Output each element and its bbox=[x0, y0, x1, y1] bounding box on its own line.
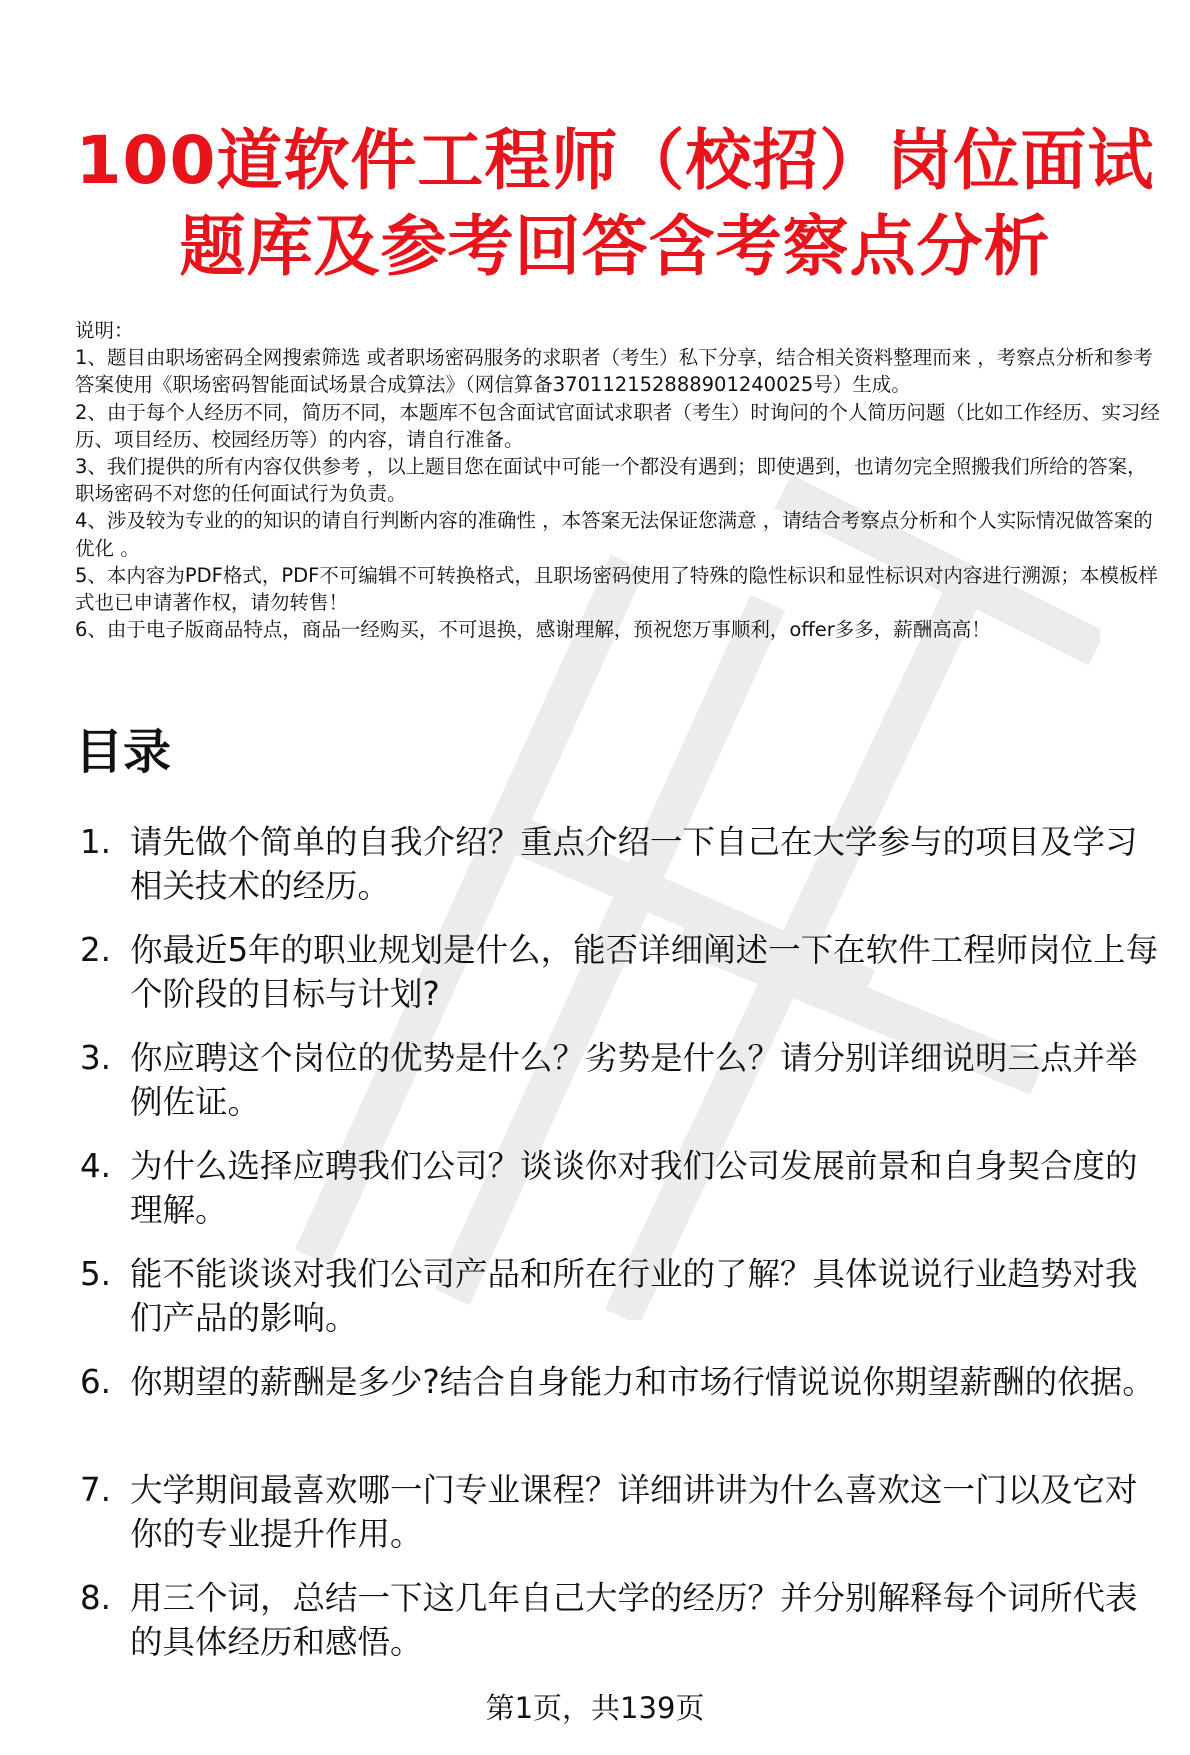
toc-item[interactable] bbox=[75, 1360, 1165, 1448]
toc-item-text: 能不能谈谈对我们公司产品和所在行业的了解？具体说说行业趋势对我们产品的影响。 bbox=[130, 1255, 1138, 1337]
title-line-2: 题库及参考回答含考察点分析 bbox=[179, 208, 1051, 285]
instruction-item: 5、本内容为PDF格式，PDF不可编辑不可转换格式，且职场密码使用了特殊的隐性标识和显性标识对内容进行溯源；本模板样式也已申请著作权，请勿转售！ bbox=[75, 563, 1158, 615]
instruction-item: 4、涉及较为专业的的知识的请自行判断内容的准确性 ，本答案无法保证您满意 ，请结合考察点分析和个人实际情况做答案的优化 。 bbox=[75, 509, 1153, 560]
toc-item-text: 为什么选择应聘我们公司？谈谈你对我们公司发展前景和自身契合度的理解。 bbox=[130, 1147, 1138, 1229]
toc-item-number: 3. bbox=[80, 1039, 112, 1077]
toc-item-number: 5. bbox=[80, 1255, 112, 1293]
toc-item-text: 用三个词，总结一下这几年自己大学的经历？并分别解释每个词所代表的具体经历和感悟。 bbox=[130, 1579, 1138, 1661]
title-line-1: 100道软件工程师（校招）岗位面试 bbox=[75, 122, 1155, 199]
toc-item-text: 请先做个简单的自我介绍？重点介绍一下自己在大学参与的项目及学习相关技术的经历。 bbox=[130, 823, 1138, 905]
instruction-item: 1、题目由职场密码全网搜索筛选 或者职场密码服务的求职者（考生）私下分享，结合相关资料整理而来 ，考察点分析和参考答案使用《职场密码智能面试场景合成算法》（网信算备370112152888901240025号）生成。 bbox=[75, 346, 1153, 397]
instructions-block bbox=[75, 317, 1165, 643]
toc-heading: 目录 bbox=[75, 724, 172, 780]
toc-item-text: 大学期间最喜欢哪一门专业课程？详细讲讲为什么喜欢这一门以及它对你的专业提升作用。 bbox=[130, 1471, 1138, 1553]
toc-item-number: 6. bbox=[80, 1363, 112, 1401]
instruction-item: 6、由于电子版商品特点，商品一经购买，不可退换，感谢理解，预祝您万事顺利，offer多多，薪酬高高！ bbox=[75, 618, 991, 642]
toc-item-text: 你期望的薪酬是多少?结合自身能力和市场行情说说你期望薪酬的依据。 bbox=[130, 1363, 1155, 1401]
toc-item-text: 你应聘这个岗位的优势是什么？劣势是什么？请分别详细说明三点并举例佐证。 bbox=[130, 1039, 1138, 1121]
table-of-contents bbox=[75, 820, 1165, 1684]
instruction-item: 3、我们提供的所有内容仅供参考 ，以上题目您在面试中可能一个都没有遇到；即使遇到，也请勿完全照搬我们所给的答案，职场密码不对您的任何面试行为负责。 bbox=[75, 455, 1147, 506]
document-title bbox=[60, 118, 1170, 290]
toc-item[interactable] bbox=[75, 928, 1165, 1016]
page-number: 第1页，共139页 bbox=[485, 1691, 705, 1725]
toc-item-number: 4. bbox=[80, 1147, 112, 1185]
toc-item-text: 你最近5年的职业规划是什么，能否详细阐述一下在软件工程师岗位上每个阶段的目标与计划? bbox=[130, 931, 1159, 1013]
toc-item-number: 7. bbox=[80, 1471, 112, 1509]
instructions-heading: 说明： bbox=[75, 319, 134, 342]
toc-item-number: 2. bbox=[80, 931, 112, 969]
toc-item[interactable] bbox=[75, 1036, 1165, 1124]
toc-item-number: 8. bbox=[80, 1579, 112, 1617]
instruction-item: 2、由于每个人经历不同，简历不同，本题库不包含面试官面试求职者（考生）时询问的个人简历问题（比如工作经历、实习经历、项目经历、校园经历等）的内容，请自行准备。 bbox=[75, 400, 1160, 451]
toc-item[interactable] bbox=[75, 1144, 1165, 1232]
toc-item-number: 1. bbox=[80, 823, 112, 861]
toc-item[interactable] bbox=[75, 820, 1165, 908]
toc-item[interactable] bbox=[75, 1252, 1165, 1340]
toc-item[interactable] bbox=[75, 1468, 1165, 1556]
toc-item[interactable] bbox=[75, 1576, 1165, 1664]
